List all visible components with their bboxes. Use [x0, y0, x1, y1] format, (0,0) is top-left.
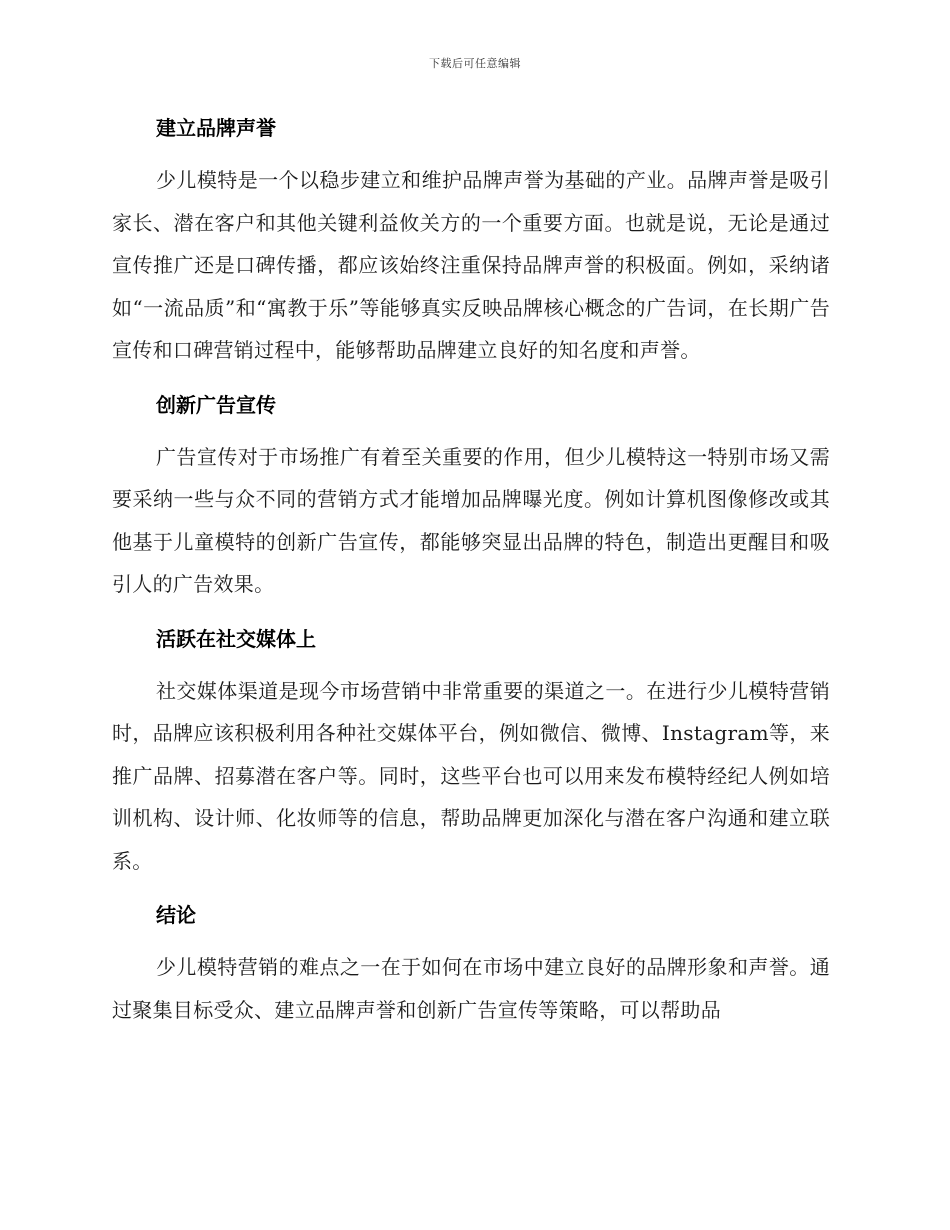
section-paragraph: 社交媒体渠道是现今市场营销中非常重要的渠道之一。在进行少儿模特营销时，品牌应该积极利用各种社交媒体平台，例如微信、微博、Instagram等，来推广品牌、招募潜在客户等。同时，这些平台也可以用来发布模特经纪人例如培训机构、设计师、化妆师等的信息，帮助品牌更加深化与潜在客户沟通和建立联系。	[112, 678, 830, 873]
section-heading: 活跃在社交媒体上	[156, 626, 316, 651]
section-heading: 创新广告宣传	[156, 392, 276, 417]
section-social-media	[112, 620, 830, 883]
section-heading: 建立品牌声誉	[156, 116, 276, 140]
section-paragraph: 广告宣传对于市场推广有着至关重要的作用，但少儿模特这一特别市场又需要采纳一些与众不同的营销方式才能增加品牌曝光度。例如计算机图像修改或其他基于儿童模特的创新广告宣传，都能够突显出品牌的特色，制造出更醒目和吸引人的广告效果。	[112, 444, 830, 596]
section-paragraph: 少儿模特是一个以稳步建立和维护品牌声誉为基础的产业。品牌声誉是吸引家长、潜在客户和其他关键利益攸关方的一个重要方面。也就是说，无论是通过宣传推广还是口碑传播，都应该始终注重保持品牌声誉的积极面。例如，采纳诸如“一流品质”和“寓教于乐”等能够真实反映品牌核心概念的广告词，在长期广告宣传和口碑营销过程中，能够帮助品牌建立良好的知名度和声誉。	[112, 168, 830, 362]
section-heading: 结论	[156, 903, 196, 927]
section-innovative-advertising	[112, 386, 830, 606]
section-brand-reputation	[112, 109, 830, 372]
section-conclusion	[112, 896, 830, 1031]
document-body	[112, 109, 830, 1045]
section-paragraph: 少儿模特营销的难点之一在于如何在市场中建立良好的品牌形象和声誉。通过聚集目标受众、建立品牌声誉和创新广告宣传等策略，可以帮助品	[112, 955, 830, 1022]
running-header: 下载后可任意编辑	[429, 57, 521, 70]
